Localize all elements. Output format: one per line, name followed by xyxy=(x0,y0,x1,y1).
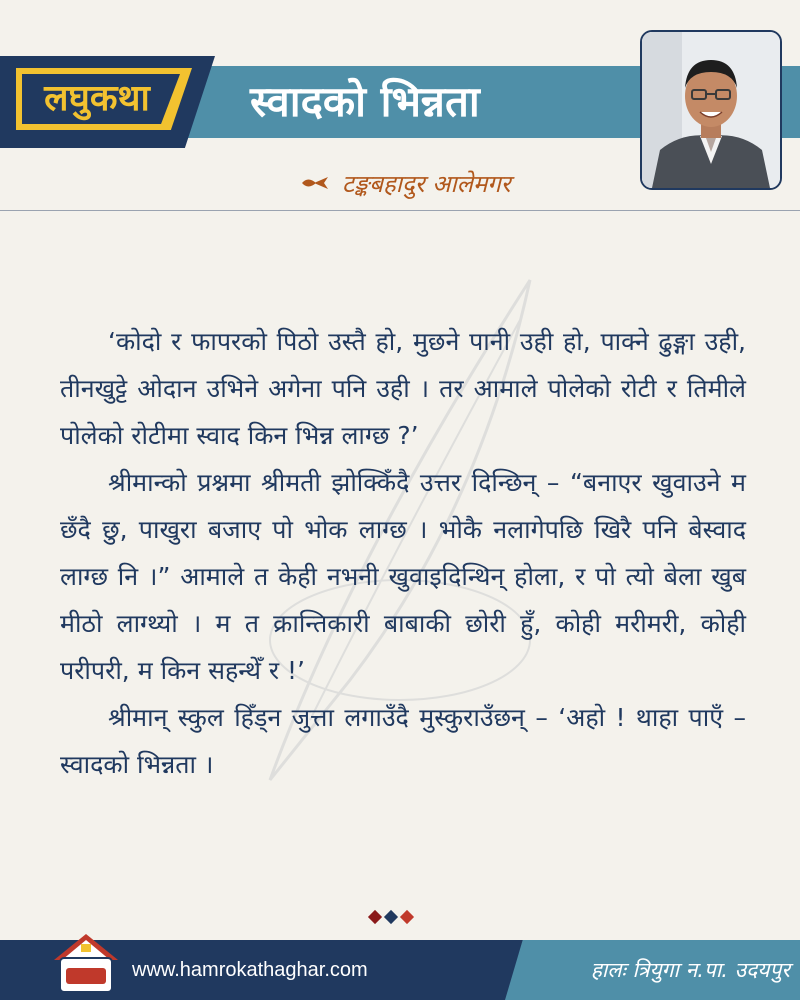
author-photo xyxy=(640,30,782,190)
diamond-icon xyxy=(368,910,382,924)
hamro-kathaghar-logo xyxy=(48,930,124,996)
diamond-icon xyxy=(384,910,398,924)
pen-nib-icon xyxy=(300,174,330,192)
website-link[interactable]: www.hamrokathaghar.com xyxy=(132,959,368,981)
story-title: स्वादको भिन्नता xyxy=(250,77,480,126)
header xyxy=(0,0,800,210)
diamond-icon xyxy=(400,910,414,924)
author-name: टङ्कबहादुर आलेमगर xyxy=(342,169,511,198)
story-paragraph-2: श्रीमान्को प्रश्नमा श्रीमती झोक्किँदै उत्तर दिन्छिन् – “बनाएर खुवाउने म छँदै छु, पाखुरा बजाए पो भोक लाग्छ । भोकै नलागेपछि खिरै पनि बेस्वाद लाग्छ नि ।” आमाले त केही नभनी खुवाइदिन्थिन् होला, र पो त्यो बेला खुब मीठो लाग्थ्यो । म त क्रान्तिकारी बाबाकी छोरी हुँ, कोही मरीमरी, कोही परीपरी, म किन सहन्थेँ र !’ xyxy=(60,468,746,685)
story-paragraph-1: ‘कोदो र फापरको पिठो उस्तै हो, मुछने पानी उही हो, पाक्ने ढुङ्गा उही, तीनखुट्टे ओदान उभिने अगेना पनि उही । तर आमाले पोलेको रोटी र तिमीले पोलेको रोटीमा स्वाद किन भिन्न लाग्छ ?’ xyxy=(60,327,746,450)
story-paragraph-3: श्रीमान् स्कुल हिँड्न जुत्ता लगाउँदै मुस्कुराउँछन् – ‘अहो ! थाहा पाएँ – स्वादको भिन्नता । xyxy=(60,703,746,779)
author-byline xyxy=(300,168,511,198)
header-divider xyxy=(0,210,800,211)
author-address: हालः त्रियुगा न.पा. उदयपुर xyxy=(590,958,790,982)
end-ornament xyxy=(370,912,412,922)
story-body xyxy=(60,318,746,788)
category-label: लघुकथा xyxy=(44,78,150,119)
author-portrait-image xyxy=(642,32,780,188)
